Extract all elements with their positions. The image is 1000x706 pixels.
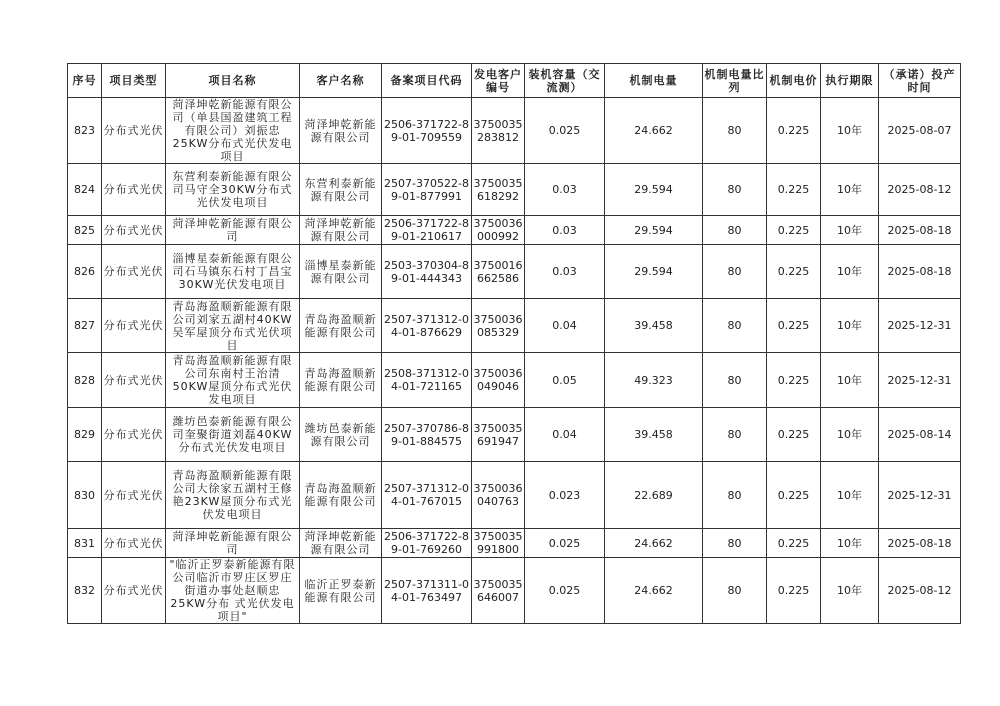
table-row bbox=[68, 408, 961, 462]
cell-price: 0.225 bbox=[767, 353, 821, 408]
cell-customer-id: 3750035691947 bbox=[472, 408, 525, 462]
cell-capacity: 0.023 bbox=[525, 462, 605, 529]
cell-project-name: 青岛海盈顺新能源有限公司东南村王治清50KW屋顶分布式光伏发电项目 bbox=[166, 353, 300, 408]
header-filing-code: 备案项目代码 bbox=[382, 64, 472, 98]
cell-energy: 24.662 bbox=[605, 98, 703, 164]
cell-date: 2025-08-14 bbox=[879, 408, 961, 462]
cell-type: 分布式光伏 bbox=[102, 98, 166, 164]
cell-ratio: 80 bbox=[703, 529, 767, 558]
header-no: 序号 bbox=[68, 64, 102, 98]
cell-project-name: 青岛海盈顺新能源有限公司大徐家五湖村王修艳23KW屋顶分布式光伏发电项目 bbox=[166, 462, 300, 529]
cell-customer: 青岛海盈顺新能源有限公司 bbox=[300, 299, 382, 353]
cell-project-name: 潍坊邑泰新能源有限公司奎聚街道刘磊40KW分布式光伏发电项目 bbox=[166, 408, 300, 462]
cell-energy: 39.458 bbox=[605, 299, 703, 353]
cell-price: 0.225 bbox=[767, 245, 821, 299]
cell-customer: 青岛海盈顺新能源有限公司 bbox=[300, 353, 382, 408]
cell-ratio: 80 bbox=[703, 558, 767, 624]
cell-term: 10年 bbox=[821, 529, 879, 558]
cell-ratio: 80 bbox=[703, 353, 767, 408]
cell-capacity: 0.03 bbox=[525, 216, 605, 245]
cell-date: 2025-08-12 bbox=[879, 164, 961, 216]
cell-customer: 菏泽坤乾新能源有限公司 bbox=[300, 529, 382, 558]
table-row bbox=[68, 245, 961, 299]
cell-type: 分布式光伏 bbox=[102, 529, 166, 558]
cell-energy: 24.662 bbox=[605, 558, 703, 624]
header-customer-name: 客户名称 bbox=[300, 64, 382, 98]
cell-energy: 29.594 bbox=[605, 245, 703, 299]
cell-date: 2025-08-07 bbox=[879, 98, 961, 164]
cell-no: 829 bbox=[68, 408, 102, 462]
cell-term: 10年 bbox=[821, 164, 879, 216]
cell-customer-id: 3750036000992 bbox=[473, 217, 523, 243]
cell-filing-code: 2503-370304-89-01-444343 bbox=[382, 245, 472, 299]
cell-price: 0.225 bbox=[767, 164, 821, 216]
cell-energy: 49.323 bbox=[605, 353, 703, 408]
cell-type: 分布式光伏 bbox=[102, 164, 166, 216]
cell-project-name: 菏泽坤乾新能源有限公司 bbox=[166, 529, 300, 558]
cell-price: 0.225 bbox=[767, 558, 821, 624]
cell-customer: 东营利泰新能源有限公司 bbox=[300, 164, 382, 216]
cell-filing-code: 2506-371722-89-01-709559 bbox=[382, 98, 472, 164]
cell-price: 0.225 bbox=[767, 529, 821, 558]
header-term: 执行期限 bbox=[821, 64, 879, 98]
cell-price: 0.225 bbox=[767, 408, 821, 462]
cell-filing-code: 2507-370786-89-01-884575 bbox=[382, 408, 472, 462]
cell-customer: 临沂正罗泰新能源有限公司 bbox=[300, 558, 382, 624]
header-project-type: 项目类型 bbox=[102, 64, 166, 98]
cell-customer: 青岛海盈顺新能源有限公司 bbox=[300, 462, 382, 529]
cell-date: 2025-12-31 bbox=[879, 353, 961, 408]
cell-type: 分布式光伏 bbox=[102, 462, 166, 529]
cell-customer-id: 3750035283812 bbox=[472, 98, 525, 164]
cell-type: 分布式光伏 bbox=[102, 408, 166, 462]
cell-customer: 潍坊邑泰新能源有限公司 bbox=[300, 408, 382, 462]
cell-project-name: 淄博星泰新能源有限公司石马镇东石村丁昌宝30KW光伏发电项目 bbox=[166, 245, 300, 299]
cell-filing-code: 2507-371312-04-01-876629 bbox=[382, 299, 472, 353]
cell-type: 分布式光伏 bbox=[102, 558, 166, 624]
cell-type: 分布式光伏 bbox=[102, 353, 166, 408]
table-row bbox=[68, 216, 961, 245]
cell-term: 10年 bbox=[821, 245, 879, 299]
cell-filing-code: 2507-371311-04-01-763497 bbox=[382, 558, 472, 624]
header-customer-id: 发电客户编号 bbox=[472, 64, 525, 98]
cell-project-name: 菏泽坤乾新能源有限公司（单县国盈建筑工程有限公司）刘振忠25KW分布式光伏发电项目 bbox=[166, 98, 300, 164]
cell-no: 826 bbox=[68, 245, 102, 299]
project-table bbox=[67, 63, 961, 624]
cell-project-name: 东营利泰新能源有限公司马守全30KW分布式光伏发电项目 bbox=[166, 164, 300, 216]
cell-capacity: 0.04 bbox=[525, 408, 605, 462]
table-row bbox=[68, 529, 961, 558]
cell-date: 2025-08-18 bbox=[879, 245, 961, 299]
cell-ratio: 80 bbox=[703, 98, 767, 164]
cell-customer: 菏泽坤乾新能源有限公司 bbox=[300, 216, 382, 245]
table-row bbox=[68, 98, 961, 164]
cell-no: 832 bbox=[68, 558, 102, 624]
table-row bbox=[68, 462, 961, 529]
cell-customer: 淄博星泰新能源有限公司 bbox=[300, 245, 382, 299]
cell-term: 10年 bbox=[821, 408, 879, 462]
cell-customer-id: 3750036049046 bbox=[472, 353, 525, 408]
cell-customer-id: 3750035991800 bbox=[473, 530, 523, 556]
header-operation-date: （承诺）投产时间 bbox=[879, 64, 961, 98]
cell-term: 10年 bbox=[821, 353, 879, 408]
cell-project-name: 菏泽坤乾新能源有限公司 bbox=[166, 216, 300, 245]
cell-price: 0.225 bbox=[767, 98, 821, 164]
cell-energy: 39.458 bbox=[605, 408, 703, 462]
cell-capacity: 0.03 bbox=[525, 245, 605, 299]
table-row bbox=[68, 558, 961, 624]
cell-price: 0.225 bbox=[767, 299, 821, 353]
cell-ratio: 80 bbox=[703, 245, 767, 299]
cell-filing-code: 2507-371312-04-01-767015 bbox=[382, 462, 472, 529]
cell-capacity: 0.025 bbox=[525, 558, 605, 624]
cell-date: 2025-08-18 bbox=[879, 529, 961, 558]
cell-date: 2025-08-12 bbox=[879, 558, 961, 624]
cell-no: 825 bbox=[68, 216, 102, 245]
table-row bbox=[68, 353, 961, 408]
cell-energy: 24.662 bbox=[605, 529, 703, 558]
cell-ratio: 80 bbox=[703, 216, 767, 245]
cell-capacity: 0.03 bbox=[525, 164, 605, 216]
table-row bbox=[68, 299, 961, 353]
cell-type: 分布式光伏 bbox=[102, 216, 166, 245]
cell-no: 830 bbox=[68, 462, 102, 529]
cell-capacity: 0.04 bbox=[525, 299, 605, 353]
cell-ratio: 80 bbox=[703, 408, 767, 462]
cell-customer: 菏泽坤乾新能源有限公司 bbox=[300, 98, 382, 164]
cell-term: 10年 bbox=[821, 558, 879, 624]
cell-no: 827 bbox=[68, 299, 102, 353]
cell-customer-id: 3750035646007 bbox=[472, 558, 525, 624]
cell-term: 10年 bbox=[821, 216, 879, 245]
cell-term: 10年 bbox=[821, 98, 879, 164]
cell-energy: 29.594 bbox=[605, 216, 703, 245]
cell-customer-id: 3750016662586 bbox=[472, 245, 525, 299]
cell-filing-code: 2506-371722-89-01-210617 bbox=[382, 216, 472, 245]
cell-no: 824 bbox=[68, 164, 102, 216]
cell-capacity: 0.025 bbox=[525, 98, 605, 164]
cell-customer-id: 3750036040763 bbox=[472, 462, 525, 529]
cell-ratio: 80 bbox=[703, 299, 767, 353]
header-mechanism-energy: 机制电量 bbox=[605, 64, 703, 98]
cell-project-name: "临沂正罗泰新能源有限公司临沂市罗庄区罗庄街道办事处赵顺忠25KW分布 式光伏发电项目" bbox=[166, 558, 300, 624]
cell-type: 分布式光伏 bbox=[102, 245, 166, 299]
cell-term: 10年 bbox=[821, 462, 879, 529]
cell-capacity: 0.05 bbox=[525, 353, 605, 408]
header-capacity: 装机容量（交流测） bbox=[525, 64, 605, 98]
cell-price: 0.225 bbox=[767, 462, 821, 529]
cell-date: 2025-08-18 bbox=[879, 216, 961, 245]
cell-term: 10年 bbox=[821, 299, 879, 353]
cell-energy: 29.594 bbox=[605, 164, 703, 216]
cell-date: 2025-12-31 bbox=[879, 462, 961, 529]
cell-ratio: 80 bbox=[703, 164, 767, 216]
cell-capacity: 0.025 bbox=[525, 529, 605, 558]
cell-no: 823 bbox=[68, 98, 102, 164]
cell-type: 分布式光伏 bbox=[102, 299, 166, 353]
cell-project-name: 青岛海盈顺新能源有限公司刘家五湖村40KW吴军屋顶分布式光伏项目 bbox=[166, 299, 300, 353]
table-row bbox=[68, 164, 961, 216]
cell-ratio: 80 bbox=[703, 462, 767, 529]
cell-customer-id: 3750035618292 bbox=[472, 164, 525, 216]
header-project-name: 项目名称 bbox=[166, 64, 300, 98]
cell-filing-code: 2506-371722-89-01-769260 bbox=[382, 529, 472, 558]
cell-price: 0.225 bbox=[767, 216, 821, 245]
cell-customer-id: 3750036085329 bbox=[472, 299, 525, 353]
table-header-row bbox=[68, 64, 961, 98]
header-energy-ratio: 机制电量比列 bbox=[703, 64, 767, 98]
cell-filing-code: 2508-371312-04-01-721165 bbox=[382, 353, 472, 408]
cell-no: 828 bbox=[68, 353, 102, 408]
header-price: 机制电价 bbox=[767, 64, 821, 98]
cell-date: 2025-12-31 bbox=[879, 299, 961, 353]
cell-no: 831 bbox=[68, 529, 102, 558]
cell-energy: 22.689 bbox=[605, 462, 703, 529]
cell-filing-code: 2507-370522-89-01-877991 bbox=[382, 164, 472, 216]
